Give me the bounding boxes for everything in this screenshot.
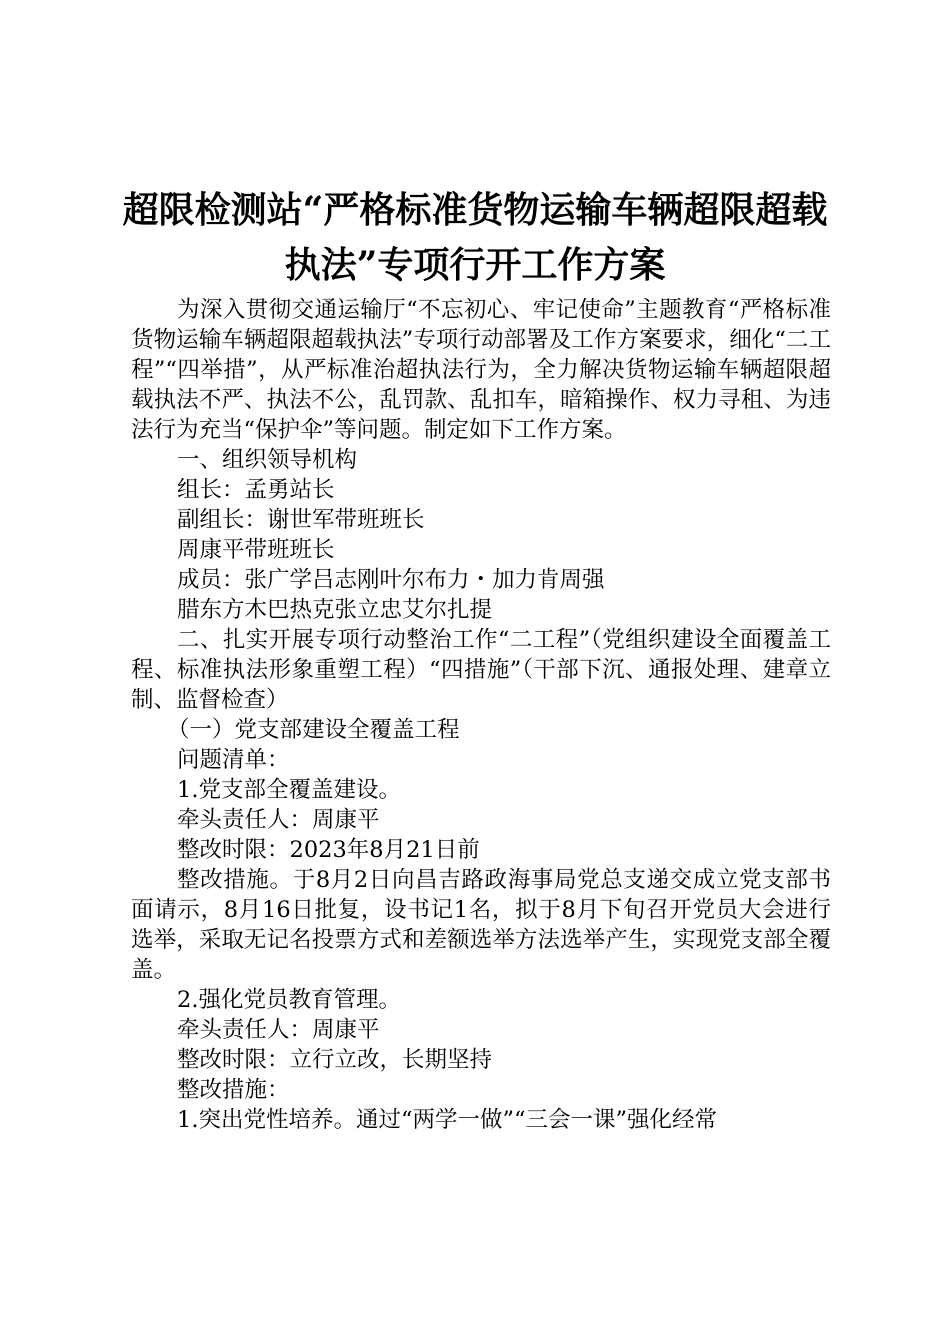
document-title-line-2: 执法”专项行开工作方案 — [284, 244, 666, 286]
members-line-2: 腊东方木巴热克张立忠艾尔扎提 — [177, 597, 493, 623]
subsection-heading-1: （一）党支部建设全覆盖工程 — [167, 717, 460, 743]
group-leader-line: 组长：孟勇站长 — [177, 477, 335, 503]
responsible-person-2: 牵头责任人：周康平 — [177, 1017, 380, 1043]
issue-item-1: 1.党支部全覆盖建设。 — [177, 777, 401, 803]
issue-list-label: 问题清单： — [177, 747, 290, 773]
section-heading-2: 二、扎实开展专项行动整治工作“二工程”（党组织建设全面覆盖工程、标准执法形象重塑工程）“四措施”（干部下沉、通报处理、建章立制、监督检查） — [131, 627, 831, 713]
measures-paragraph-1: 整改措施。于8月2日向昌吉路政海事局党总支递交成立党支部书面请示，8月16日批复，设书记1名，拟于8月下旬召开党员大会进行选举，采取无记名投票方式和差额选举方法选举产生，实现党支部全覆盖。 — [131, 867, 831, 983]
section-heading-1: 一、组织领导机构 — [177, 447, 358, 473]
members-line: 成员：张广学吕志刚叶尔布力・加力肯周强 — [177, 567, 605, 593]
deputy-leader-line-2: 周康平带班班长 — [177, 537, 335, 563]
responsible-person-1: 牵头责任人：周康平 — [177, 807, 380, 833]
measure-item-1: 1.突出党性培养。通过“两学一做”“三会一课”强化经常 — [177, 1107, 717, 1133]
measures-label-2: 整改措施： — [177, 1077, 290, 1103]
deputy-leader-line: 副组长：谢世军带班班长 — [177, 507, 425, 533]
document-body — [131, 295, 831, 1135]
document-title-line-1: 超限检测站“严格标准货物运输车辆超限超载 — [122, 189, 828, 231]
intro-paragraph: 为深入贯彻交通运输厅“不忘初心、牢记使命”主题教育“严格标准货物运输车辆超限超载执法”专项行动部署及工作方案要求，细化“二工程”“四举措”，从严标准治超执法行为，全力解决货物运输车辆超限超载执法不严、执法不公，乱罚款、乱扣车，暗箱操作、权力寻租、为违法行为充当“保护伞”等问题。制定如下工作方案。 — [131, 297, 831, 443]
deadline-1: 整改时限：2023年8月21日前 — [177, 837, 480, 863]
deadline-2: 整改时限：立行立改，长期坚持 — [177, 1047, 493, 1073]
issue-item-2: 2.强化党员教育管理。 — [177, 987, 401, 1013]
